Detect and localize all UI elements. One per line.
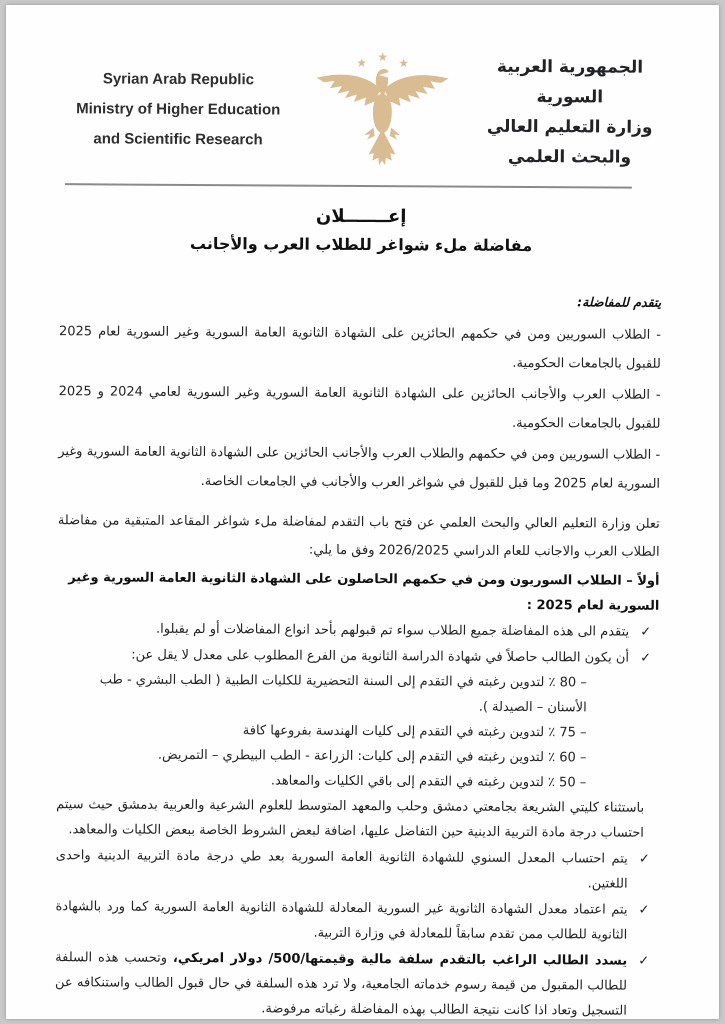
- ministry-name-english: [53, 64, 303, 156]
- page-content: [6, 5, 719, 1019]
- check-item: [55, 945, 657, 1019]
- percentage-requirement: – 75 ٪ لتدوين رغبته في التقدم إلى كليات الهندسة بفروعها كافة: [242, 723, 587, 741]
- checkmark-icon: ✓: [638, 851, 650, 867]
- letterhead-ar-line: وزارة التعليم العالي: [486, 116, 653, 138]
- title-subtitle: مفاضلة ملء شواغر للطلاب العرب والأجانب: [189, 233, 533, 256]
- applicant-item: - الطلاب السوريين ومن في حكمهم الحائزين على الشهادة الثانوية العامة السورية وغير السورية لعام 2025 للقبول بالجامعات الحكومية.: [58, 324, 662, 372]
- exception-note: باستثناء كليتي الشريعة بجامعتي دمشق وحلب والمعهد المتوسط للعلوم الشرعية والعربية بدمشق حيث سيتم احتساب درجة مادة التربية الدينية حين التفاضل عليها، اضافة لبعض الشروط الخاصة ببعض الكليات والمعاهد.: [56, 797, 645, 841]
- checkmark-icon: ✓: [638, 953, 650, 969]
- ministry-name-arabic: [461, 52, 679, 173]
- check-item: [57, 616, 659, 645]
- checkmark-icon: ✓: [640, 624, 652, 640]
- check-item: [57, 642, 659, 671]
- three-stars-icon: [357, 52, 408, 67]
- check-item-text: يتم احتساب المعدل السنوي للشهادة الثانوية العامة السورية بعد طي درجة مادة التربية الدينية واحدى اللغتين.: [55, 848, 628, 892]
- letterhead-ar-line: والبحث العلمي: [507, 146, 632, 168]
- check-item-bold-text: يسدد الطالب الراغب بالتقدم سلفة مالية وقيمتها/500/ دولار امريكي،: [172, 950, 628, 969]
- check-item-text: يتم اعتماد معدل الشهادة الثانوية غير السورية المعادلة للشهادة الثانوية العامة السورية كما ورد بالشهادة الثانوية للطالب ممن تقدم سابقاً للمعادلة في وزارة التربية.: [55, 899, 628, 943]
- announcement-paragraph: تعلن وزارة التعليم العالي والبحث العلمي عن فتح باب التقدم لمفاضلة ملء شواغر المقاعد المتبقية من مفاضلة الطلاب العرب والاجانب للعام الدراسي 2026/2025 وفق ما يلي:: [57, 513, 660, 560]
- announcement-title: [6, 201, 718, 261]
- title-word: إعـــــــلان: [315, 205, 407, 228]
- document-body: [55, 287, 661, 1019]
- percentage-requirement: – 60 ٪ لتدوين رغبته في التقدم إلى كليات: الزراعة - الطب البيطري – التمريض.: [157, 747, 587, 766]
- applicant-item: - الطلاب السوريين ومن في حكمهم والطلاب العرب والأجانب الحائزين على الشهادة الثانوية العامة السورية وغير السورية لعام 2025 وما قبل للقبول في شواغر العرب والأجانب في الجامعات الخاصة.: [58, 444, 661, 492]
- check-item: [55, 894, 657, 948]
- check-item: [56, 843, 658, 897]
- letterhead-ar-line: الجمهورية العربية السورية: [496, 56, 644, 108]
- check-item-text: وتحسب هذه السلفة للطالب المقبول من قيمة رسوم خدماته الجامعية، ولا ترد هذه السلفة في حال قبول الطالب واستنكافه عن التسجيل وتعاد اذا كانت نتيجة الطالب بهذه المفاضلة رغباته مرفوضة.: [54, 950, 628, 1019]
- scanned-document-page: [6, 5, 719, 1019]
- emblem-container: [303, 51, 462, 172]
- letterhead-en-line: and Scientific Research: [93, 130, 263, 149]
- letterhead-en-line: Syrian Arab Republic: [102, 70, 255, 89]
- checkmark-icon: ✓: [638, 902, 650, 918]
- percentage-requirement: – 50 ٪ لتدوين رغبته في التقدم إلى باقي الكليات والمعاهد.: [270, 773, 587, 791]
- golden-eagle-emblem-icon: [307, 51, 458, 172]
- check-item-text: أن يكون الطالب حاصلاً في شهادة الدراسة الثانوية من الفرع المطلوب على معدل لا يقل عن:: [131, 647, 630, 666]
- percentage-requirement: – 80 ٪ لتدوين رغبته في التقدم إلى السنة التحضيرية للكليات الطبية ( الطب البشري - طب الأسنان – الصيدلة ).: [99, 672, 587, 716]
- section-one-heading: أولاً – الطلاب السوريون ومن في حكمهم الحاصلون على الشهادة الثانوية العامة السورية وغير السورية لعام 2025 :: [68, 570, 660, 614]
- applicants-heading: يتقدم للمفاضلة:: [577, 294, 662, 310]
- check-item-text: يتقدم الى هذه المفاضلة جميع الطلاب سواء تم قبولهم بأحد انواع المفاضلات أو لم يقبلوا.: [155, 621, 630, 640]
- applicant-item: - الطلاب العرب والأجانب الحائزين على الشهادة الثانوية العامة السورية وغير السورية لعامي 2024 و 2025 للقبول بالجامعات الحكومية.: [58, 384, 661, 432]
- checkmark-icon: ✓: [640, 650, 652, 666]
- header-divider: [65, 183, 632, 188]
- letterhead: [53, 49, 679, 173]
- letterhead-en-line: Ministry of Higher Education: [76, 100, 281, 119]
